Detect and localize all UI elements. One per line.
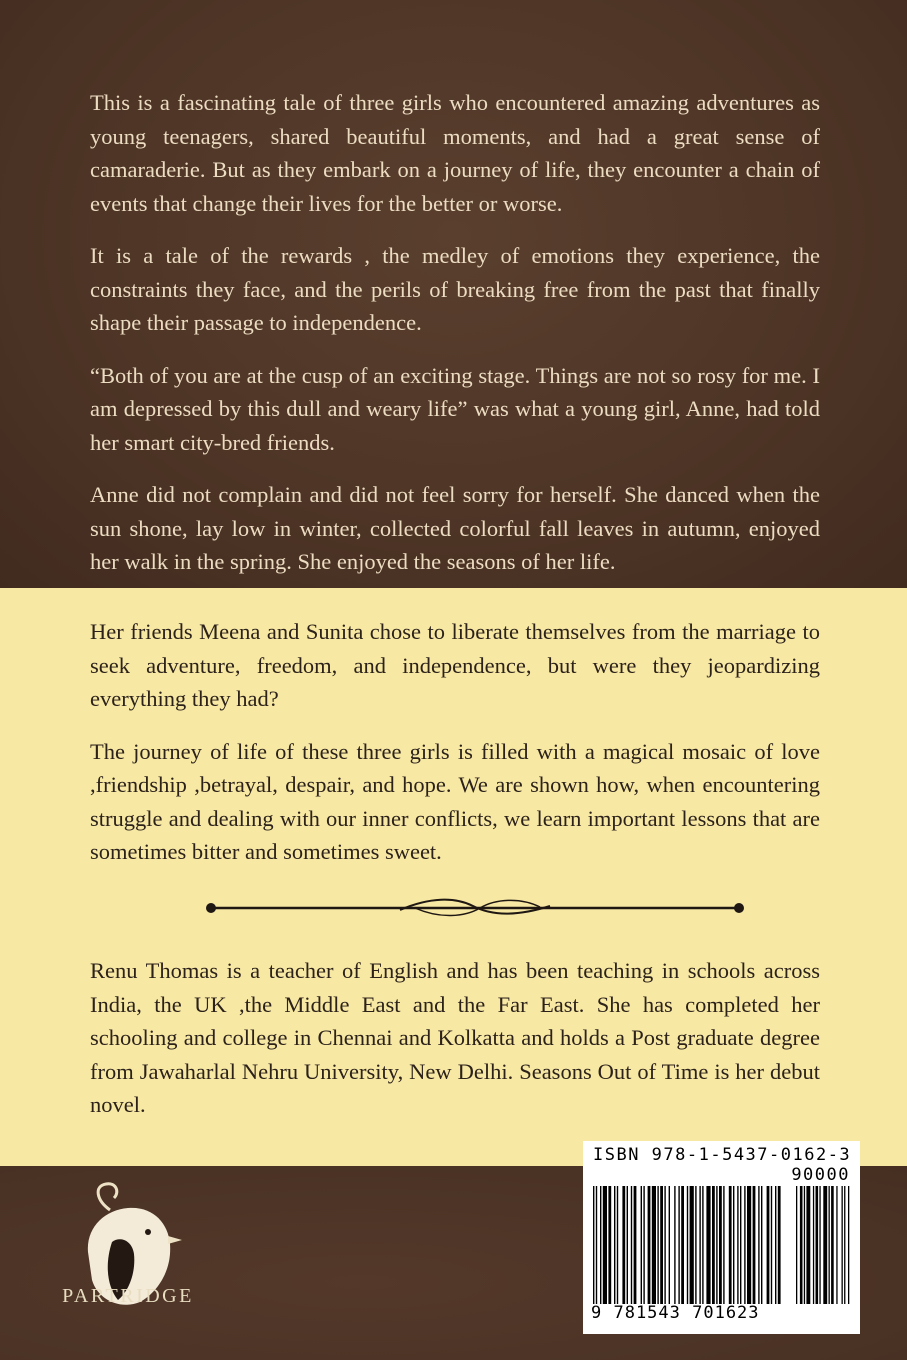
synopsis-paragraph: Her friends Meena and Sunita chose to liberate themselves from the marriage to seek adventure, freedom, and independence, but were they jeopardizing everything they had? [90, 619, 820, 711]
blurb-paragraph: It is a tale of the rewards , the medley of emotions they experience, the constraints they face, and the perils of breaking free from the past that finally shape their passage to independence. [90, 243, 820, 335]
publisher-name: PARTRIDGE [62, 1285, 194, 1307]
price-addon: 90000 [791, 1165, 850, 1185]
barcode-bars [591, 1186, 853, 1304]
isbn-barcode [583, 1141, 860, 1334]
author-bio-paragraph: Renu Thomas is a teacher of English and has been teaching in schools across India, the UK ,the Middle East and the Far East. She has completed her schooling and college in Chennai and Kolkatta and holds a Post graduate degree from Jawaharlal Nehru University, New Delhi. Seasons Out of Time is her debut novel. [90, 958, 820, 1117]
middle-cream-panel [0, 588, 907, 1166]
author-bio [90, 954, 820, 1122]
blurb-paragraph: Anne did not complain and did not feel sorry for herself. She danced when the sun shone, lay low in winter, collected colorful fall leaves in autumn, enjoyed her walk in the spring. She enjoyed the seasons of her life. [90, 482, 820, 574]
blurb-paragraph: This is a fascinating tale of three girls who encountered amazing adventures as young teenagers, shared beautiful moments, and had a great sense of camaraderie. But as they embark on a journey of life, they encounter a chain of events that change their lives for the better or worse. [90, 90, 820, 216]
blurb-text [90, 86, 820, 598]
isbn-label: ISBN 978-1-5437-0162-3 [593, 1145, 852, 1165]
ornamental-divider [205, 893, 745, 923]
synopsis-paragraph: The journey of life of these three girls is filled with a magical mosaic of love ,friendship ,betrayal, despair, and hope. We are shown how, when encountering struggle and dealing with our inner conflicts, we learn important lessons that are sometimes bitter and sometimes sweet. [90, 738, 820, 864]
synopsis-text [90, 615, 820, 888]
ean-digits: 9 781543 701623 [591, 1303, 760, 1323]
blurb-paragraph: “Both of you are at the cusp of an exciting stage. Things are not so rosy for me. I am depressed by this dull and weary life” was what a young girl, Anne, had told her smart city-bred friends. [90, 362, 820, 455]
